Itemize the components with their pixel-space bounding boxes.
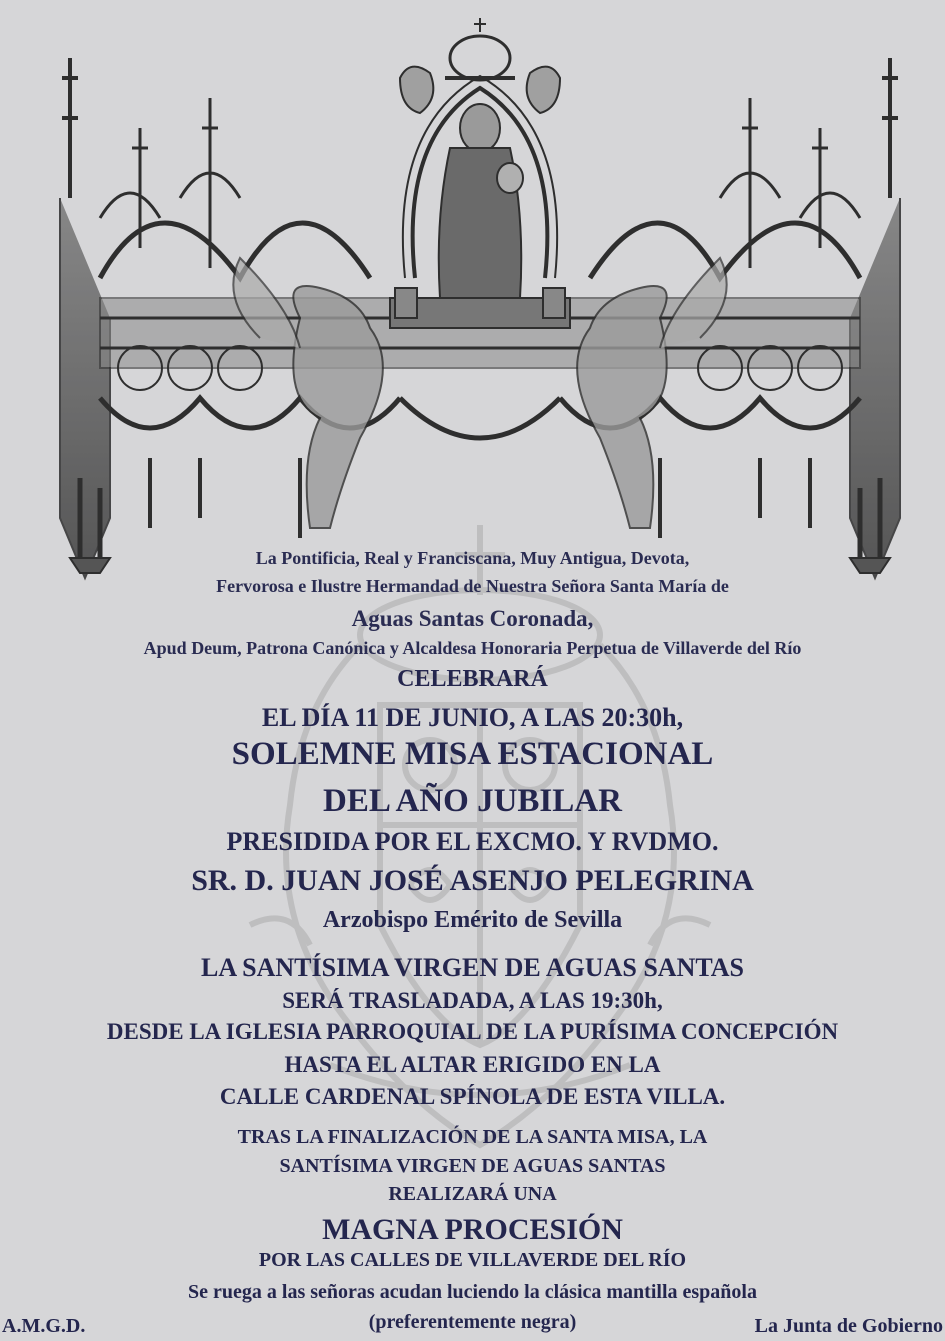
- dress-preference: (preferentemente negra): [368, 1311, 577, 1333]
- after-mass-line-3: REALIZARÁ UNA: [388, 1183, 557, 1205]
- after-mass-line-1: TRAS LA FINALIZACIÓN DE LA SANTA MISA, LA: [237, 1126, 708, 1148]
- date-line: EL DÍA 11 DE JUNIO, A LAS 20:30h,: [261, 703, 684, 732]
- procession-route: POR LAS CALLES DE VILLAVERDE DEL RÍO: [258, 1249, 687, 1271]
- mass-title: SOLEMNE MISA ESTACIONAL: [231, 736, 714, 772]
- procession-title: MAGNA PROCESIÓN: [322, 1213, 623, 1246]
- after-mass-line-2: SANTÍSIMA VIRGEN DE AGUAS SANTAS: [279, 1155, 666, 1177]
- amgd-signature: A.M.G.D.: [2, 1315, 86, 1337]
- from-line: DESDE LA IGLESIA PARROQUIAL DE LA PURÍSIMA CONCEPCIÓN: [106, 1019, 839, 1044]
- virgin-line: LA SANTÍSIMA VIRGEN DE AGUAS SANTAS: [200, 953, 745, 982]
- presided-line: PRESIDIDA POR EL EXCMO. Y RVDMO.: [226, 827, 719, 856]
- transfer-line: SERÁ TRASLADADA, A LAS 19:30h,: [282, 988, 663, 1013]
- celebrant-name: SR. D. JUAN JOSÉ ASENJO PELEGRINA: [191, 864, 754, 897]
- intro-line-1: La Pontificia, Real y Franciscana, Muy Antigua, Devota,: [255, 548, 690, 568]
- board-signature: La Junta de Gobierno: [754, 1315, 943, 1337]
- dress-request: Se ruega a las señoras acudan luciendo la clásica mantilla española: [188, 1281, 757, 1303]
- jubilee-title: DEL AÑO JUBILAR: [323, 783, 622, 819]
- to-line: HASTA EL ALTAR ERIGIDO EN LA: [284, 1052, 661, 1077]
- street-line: CALLE CARDENAL SPÍNOLA DE ESTA VILLA.: [219, 1084, 726, 1109]
- celebrara-heading: CELEBRARÁ: [397, 666, 548, 692]
- altar-illustration: [40, 18, 920, 588]
- celebrant-title: Arzobispo Emérito de Sevilla: [322, 907, 623, 933]
- intro-line-2: Fervorosa e Ilustre Hermandad de Nuestra Señora Santa María de: [216, 576, 729, 596]
- patronage-line: Apud Deum, Patrona Canónica y Alcaldesa Honoraria Perpetua de Villaverde del Río: [143, 638, 802, 658]
- brotherhood-name: Aguas Santas Coronada,: [351, 606, 594, 631]
